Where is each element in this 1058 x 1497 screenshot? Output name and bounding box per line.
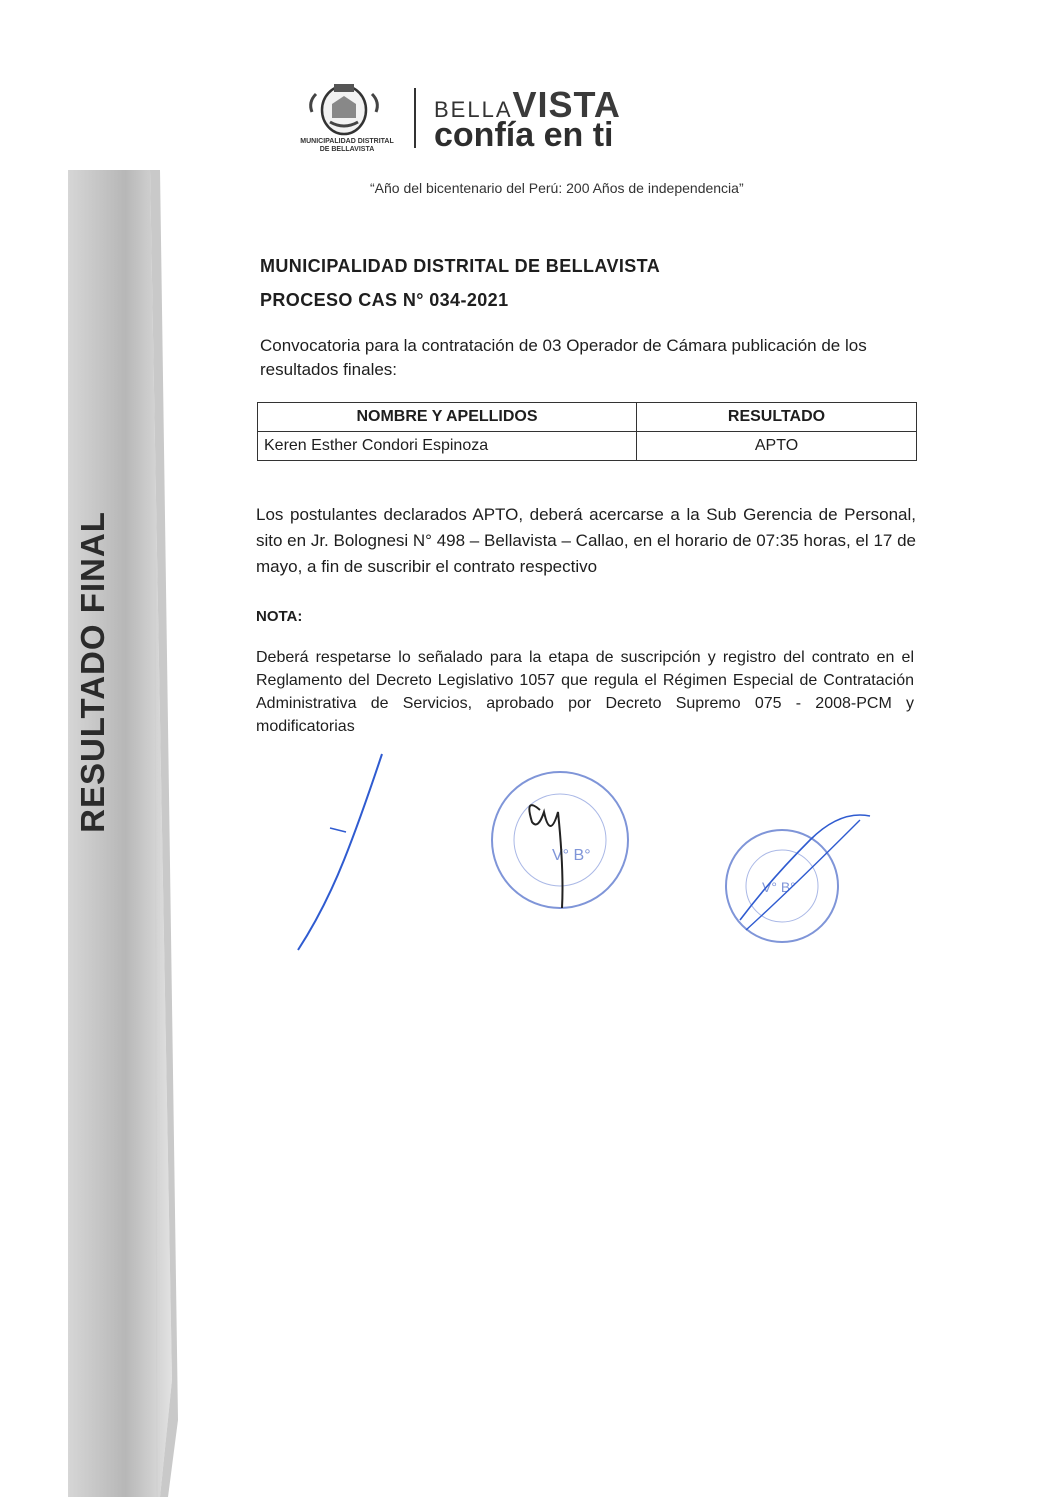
- candidate-name: Keren Esther Condori Espinoza: [258, 432, 637, 461]
- results-table: [257, 402, 917, 461]
- personnel-approval-stamp: [480, 760, 640, 920]
- organization-title: MUNICIPALIDAD DISTRITAL DE BELLAVISTA: [260, 256, 661, 276]
- column-header-result: RESULTADO: [637, 403, 917, 432]
- administration-approval-stamp: [710, 800, 880, 960]
- intro-paragraph: Convocatoria para la contratación de 03 Operador de Cámara publicación de los resultados finales:: [260, 336, 867, 379]
- note-paragraph: Deberá respetarse lo señalado para la etapa de suscripción y registro del contrato en el Reglamento del Decreto Legislativo 1057 que regula el Régimen Especial de Contratación Administrativa de Servicios, aprobado por Decreto Supremo 075 - 2008-PCM y modificatorias: [256, 649, 914, 735]
- candidate-result: APTO: [637, 432, 917, 461]
- instructions-paragraph: Los postulantes declarados APTO, deberá acercarse a la Sub Gerencia de Personal, sito en Jr. Bolognesi N° 498 – Bellavista – Callao, en el horario de 07:35 horas, el 17 de mayo, a fin de suscribir el contrato respectivo: [256, 505, 916, 576]
- seal-caption: MUNICIPALIDAD DISTRITAL DE BELLAVISTA: [300, 138, 394, 153]
- table-row: [258, 432, 917, 461]
- svg-text:V° B°: V° B°: [762, 879, 796, 895]
- svg-text:V° B°: V° B°: [552, 847, 591, 864]
- note-label: NOTA:: [256, 608, 303, 625]
- brand-name: BELLAVISTA: [434, 84, 621, 125]
- municipal-seal-icon: [304, 82, 384, 138]
- letterhead-divider: [414, 88, 416, 148]
- result-final-side-label: RESULTADO FINAL: [74, 511, 111, 833]
- signature-stroke: [290, 750, 400, 960]
- table-header-row: [258, 403, 917, 432]
- process-title: PROCESO CAS N° 034-2021: [260, 290, 509, 310]
- column-header-name: NOMBRE Y APELLIDOS: [258, 403, 637, 432]
- letterhead: [282, 82, 702, 158]
- year-motto: “Año del bicentenario del Perú: 200 Años de independencia”: [370, 180, 744, 196]
- brand-tagline: confía en ti: [434, 116, 614, 154]
